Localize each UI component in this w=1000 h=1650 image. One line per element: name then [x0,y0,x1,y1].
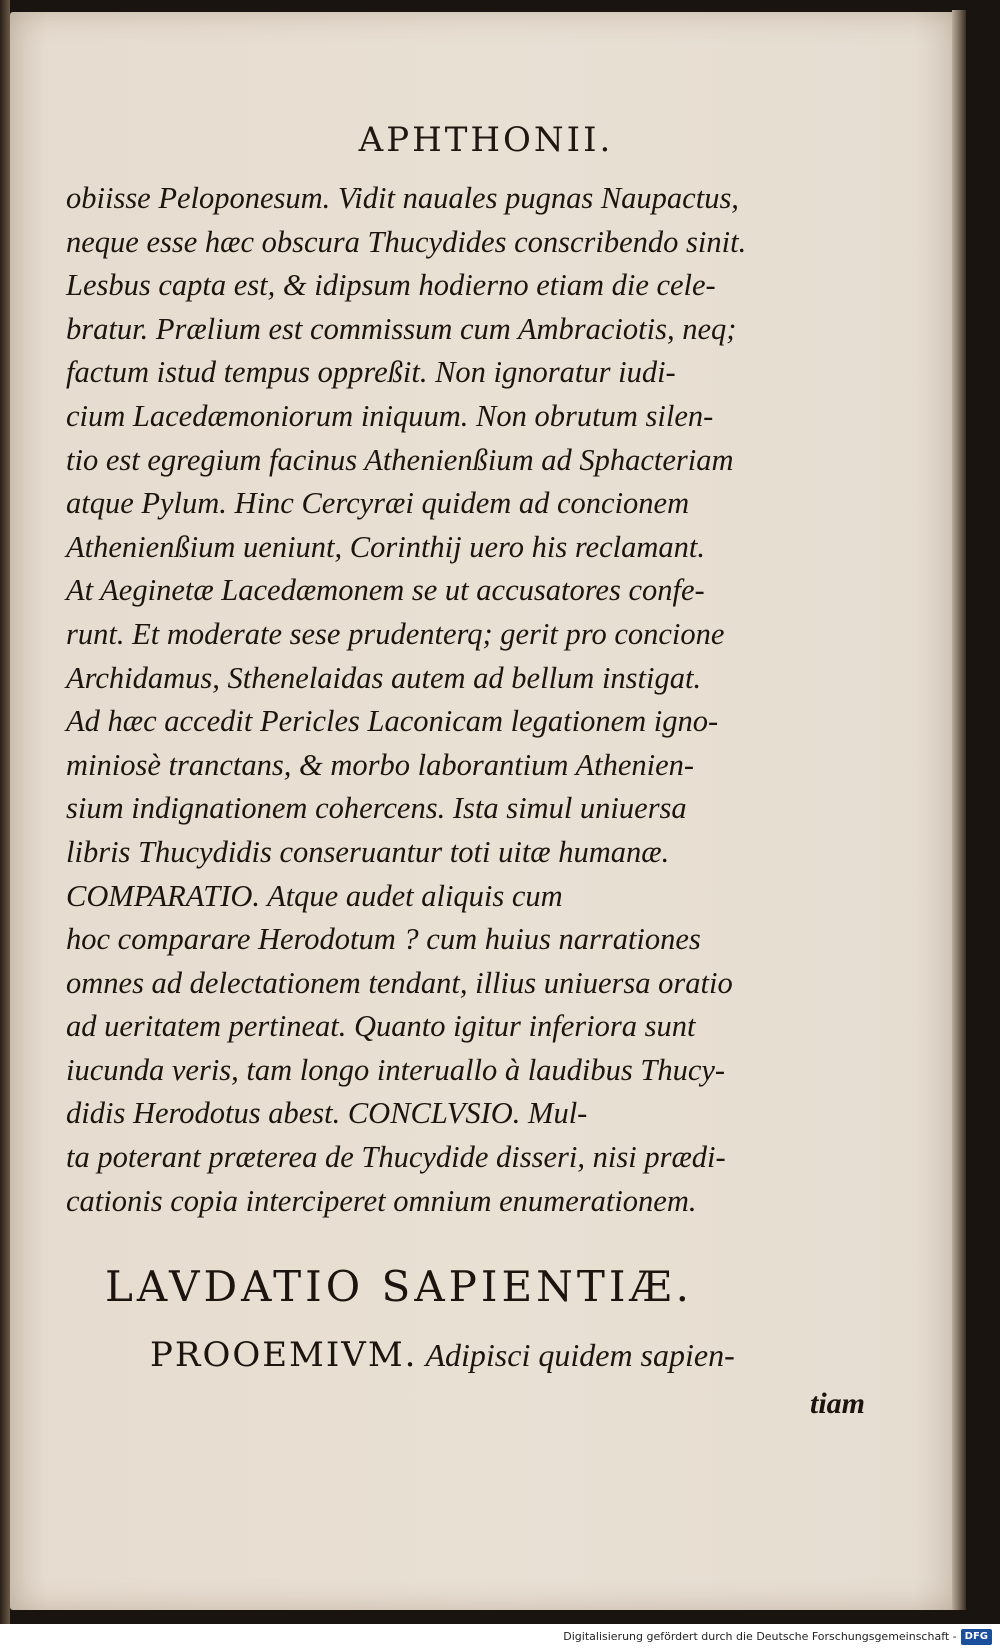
book-page [10,12,962,1610]
text-line: COMPARATIO. Atque audet aliquis cum [66,878,563,913]
text-line: Athenienßium ueniunt, Corinthij uero his reclamant. [66,529,706,564]
procemium-line [150,1330,860,1380]
procemium-text: Adipisci quidem sapien- [425,1337,735,1373]
text-line: sium indignationem cohercens. Ista simul uniuersa [66,791,687,826]
text-line: cationis copia interciperet omnium enumerationem. [66,1183,697,1218]
running-head: APHTHONII. [358,120,614,160]
text-line: libris Thucydidis conseruantur toti uitæ humanæ. [66,834,670,869]
digitization-footer [0,1624,1000,1650]
text-line: didis Herodotus abest. CONCLVSIO. Mul- [66,1096,588,1131]
text-line: ta poterant præterea de Thucydide disseri, nisi prædi- [66,1140,726,1175]
procemium-label: PROOEMIVM. [150,1335,418,1375]
text-line: Ad hæc accedit Pericles Laconicam legationem igno- [66,704,719,739]
text-line: ad ueritatem pertineat. Quanto igitur inferiora sunt [66,1009,696,1044]
page-edge [952,10,966,1610]
text-line: factum istud tempus oppreßit. Non ignoratur iudi- [66,355,676,390]
text-line: tio est egregium facinus Athenienßium ad Sphacteriam [66,442,734,477]
text-line: miniosè tranctans, & morbo laborantium Athenien- [66,747,695,782]
text-line: obiisse Peloponesum. Vidit nauales pugnas Naupactus, [66,181,739,215]
text-line: runt. Et moderate sese prudenterq; gerit pro concione [66,616,725,651]
catchword: tiam [810,1387,866,1420]
section-heading: LAVDATIO SAPIENTIÆ. [105,1262,693,1311]
text-line: cium Lacedæmoniorum iniquum. Non obrutum silen- [66,398,714,433]
book-gutter [0,0,10,1650]
text-line: hoc comparare Herodotum ? cum huius narrationes [66,922,701,957]
text-line: Archidamus, Sthenelaidas autem ad bellum instigat. [66,660,702,695]
footer-credit: Digitalisierung gefördert durch die Deutsche Forschungsgemeinschaft - [563,1630,957,1643]
text-line: bratur. Prælium est commissum cum Ambraciotis, neq; [66,311,737,346]
body-text [66,177,866,1223]
text-line: At Aeginetæ Lacedæmonem se ut accusatores confe- [66,573,705,608]
text-line: Lesbus capta est, & idipsum hodierno etiam die cele- [66,268,716,303]
dfg-logo-icon: DFG [961,1629,992,1645]
text-line: omnes ad delectationem tendant, illius uniuersa oratio [66,965,733,1000]
text-line: neque esse hæc obscura Thucydides conscribendo sinit. [66,224,747,259]
text-line: atque Pylum. Hinc Cercyræi quidem ad concionem [66,486,690,521]
text-line: iucunda veris, tam longo interuallo à laudibus Thucy- [66,1052,726,1087]
